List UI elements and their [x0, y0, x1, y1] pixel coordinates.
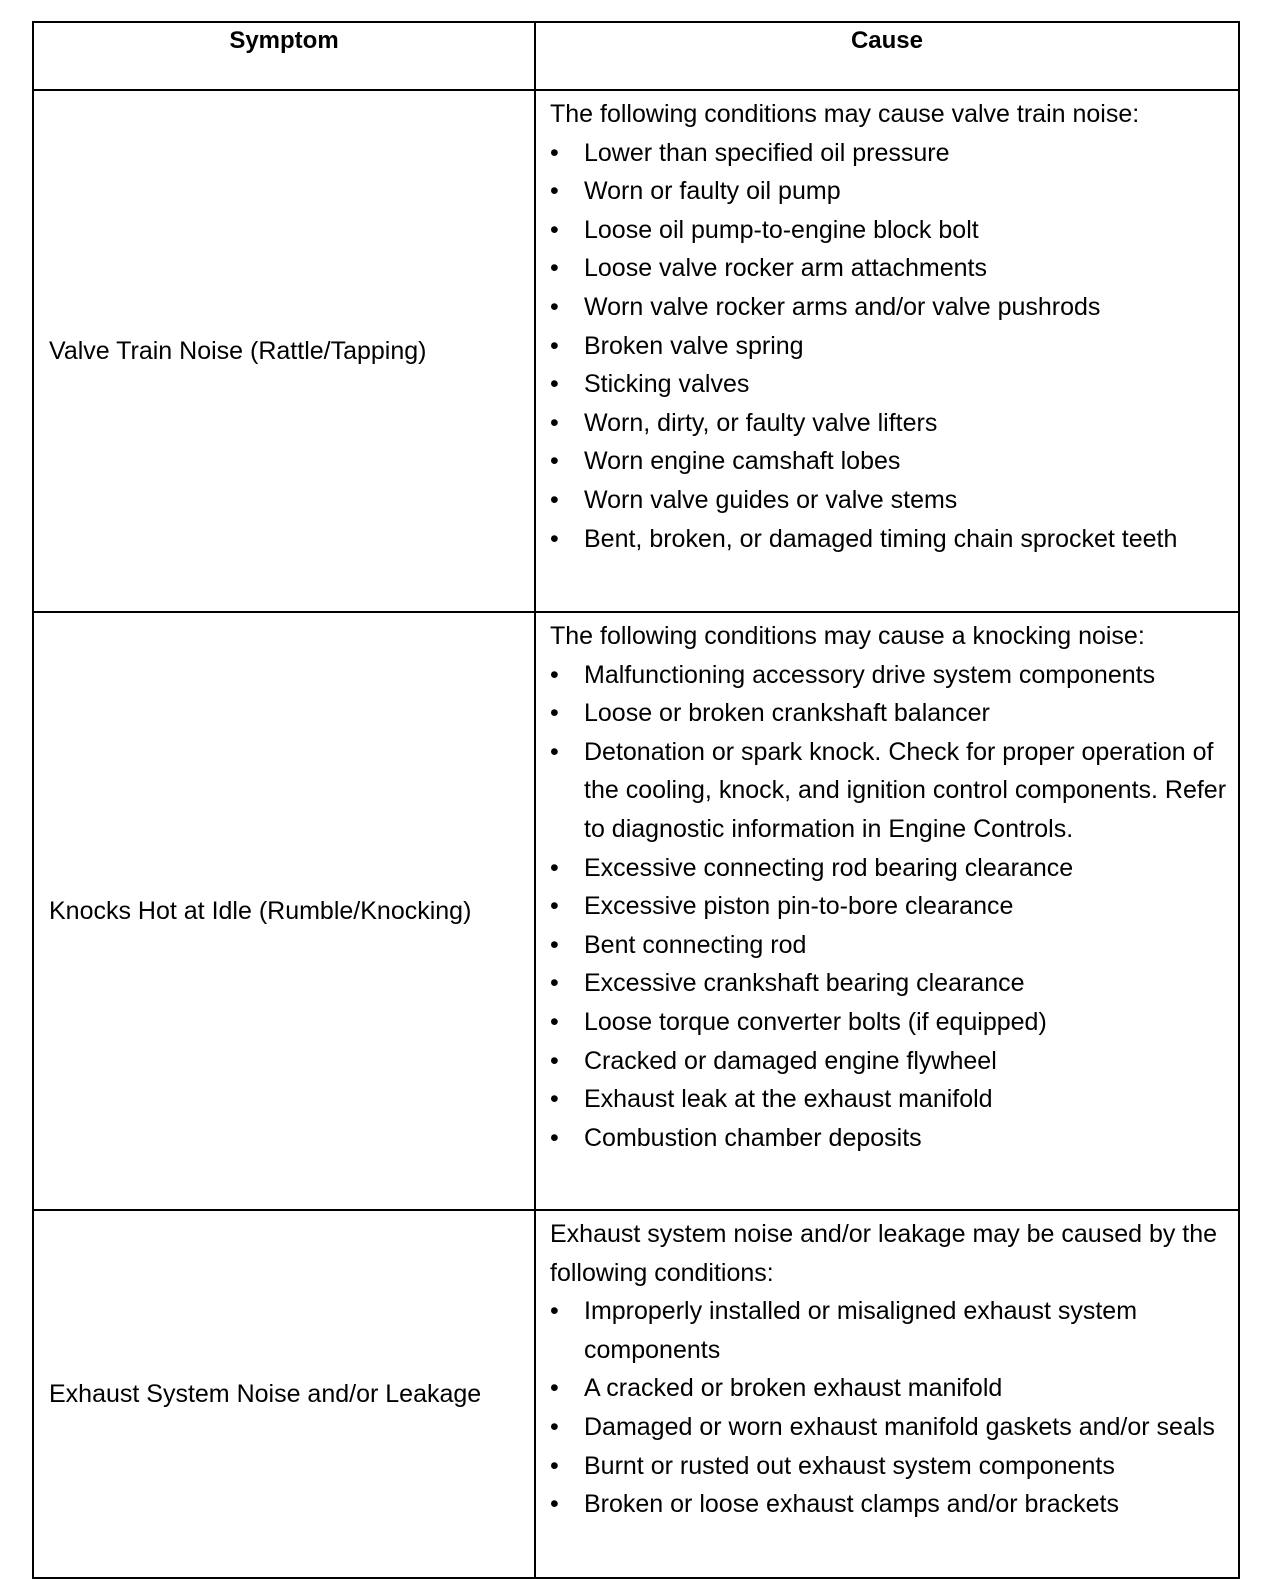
cause-cell	[535, 1210, 1239, 1578]
cause-cell	[535, 612, 1239, 1210]
cause-item-text: Loose oil pump-to-engine block bolt	[584, 215, 979, 244]
cause-item	[550, 926, 1228, 965]
bullet-icon: •	[550, 930, 559, 959]
cause-item	[550, 365, 1228, 404]
cause-item-text: Exhaust leak at the exhaust manifold	[584, 1085, 993, 1114]
cause-item	[550, 849, 1228, 888]
bullet-icon: •	[550, 699, 559, 728]
bullet-icon: •	[550, 215, 559, 244]
cause-item	[550, 1447, 1228, 1486]
cause-item-text: Loose valve rocker arm attachments	[584, 254, 987, 283]
cause-list	[550, 656, 1228, 1158]
cause-item	[550, 1080, 1228, 1119]
cause-item	[550, 404, 1228, 443]
cause-intro: The following conditions may cause a knocking noise:	[550, 622, 1145, 650]
cause-item-text: Loose torque converter bolts (if equipped)	[584, 1007, 1047, 1036]
bullet-icon: •	[550, 370, 559, 399]
cause-item	[550, 1042, 1228, 1081]
cause-list	[550, 134, 1228, 559]
bullet-icon: •	[550, 660, 559, 689]
cause-item-text: Excessive connecting rod bearing clearance	[584, 853, 1074, 882]
cause-item-text: Worn engine camshaft lobes	[584, 447, 901, 476]
header-row	[33, 22, 1239, 90]
symptom-cell: Exhaust System Noise and/or Leakage	[33, 1210, 535, 1578]
cause-item-text: A cracked or broken exhaust manifold	[584, 1374, 1003, 1403]
cause-item	[550, 442, 1228, 481]
cause-item	[550, 656, 1228, 695]
cause-item-text: Worn valve rocker arms and/or valve pushrods	[584, 292, 1101, 321]
bullet-icon: •	[550, 485, 559, 514]
cause-item	[550, 134, 1228, 173]
cause-item-text: Excessive crankshaft bearing clearance	[584, 969, 1025, 998]
bullet-icon: •	[550, 408, 559, 437]
table-header	[33, 22, 1239, 90]
cause-item-text: Broken valve spring	[584, 331, 804, 360]
cause-intro: Exhaust system noise and/or leakage may be caused by the following conditions:	[550, 1220, 1218, 1287]
bullet-icon: •	[550, 892, 559, 921]
table-row	[33, 1210, 1239, 1578]
symptom-header: Symptom	[33, 22, 535, 90]
cause-intro: The following conditions may cause valve train noise:	[550, 100, 1140, 128]
bullet-icon: •	[550, 1297, 559, 1326]
diagnostic-table	[32, 21, 1240, 1579]
bullet-icon: •	[550, 254, 559, 283]
cause-item	[550, 1485, 1228, 1524]
cause-item	[550, 172, 1228, 211]
bullet-icon: •	[550, 737, 559, 766]
bullet-icon: •	[550, 853, 559, 882]
cause-item	[550, 481, 1228, 520]
cause-cell	[535, 90, 1239, 612]
cause-list	[550, 1292, 1228, 1524]
bullet-icon: •	[550, 1085, 559, 1114]
cause-item	[550, 1292, 1228, 1369]
cause-item-text: Improperly installed or misaligned exhaust system components	[584, 1297, 1138, 1364]
cause-item-text: Detonation or spark knock. Check for proper operation of the cooling, knock, and ignition control components. Refer to diagnostic information in Engine Controls.	[584, 737, 1227, 843]
cause-item-text: Damaged or worn exhaust manifold gaskets and/or seals	[584, 1412, 1215, 1441]
bullet-icon: •	[550, 447, 559, 476]
cause-item-text: Lower than specified oil pressure	[584, 138, 950, 167]
cause-item	[550, 887, 1228, 926]
cause-item	[550, 211, 1228, 250]
cause-item-text: Sticking valves	[584, 370, 750, 399]
cause-item-text: Worn or faulty oil pump	[584, 177, 841, 206]
bullet-icon: •	[550, 1123, 559, 1152]
cause-item	[550, 964, 1228, 1003]
bullet-icon: •	[550, 1412, 559, 1441]
bullet-icon: •	[550, 138, 559, 167]
cause-item-text: Loose or broken crankshaft balancer	[584, 699, 990, 728]
table-body	[33, 90, 1239, 1578]
cause-item	[550, 249, 1228, 288]
cause-item-text: Combustion chamber deposits	[584, 1123, 922, 1152]
cause-item	[550, 288, 1228, 327]
cause-item	[550, 1369, 1228, 1408]
cause-item-text: Broken or loose exhaust clamps and/or brackets	[584, 1490, 1119, 1519]
bullet-icon: •	[550, 524, 559, 553]
cause-item	[550, 733, 1228, 849]
bullet-icon: •	[550, 1046, 559, 1075]
cause-item	[550, 327, 1228, 366]
cause-item	[550, 1119, 1228, 1158]
cause-item	[550, 1003, 1228, 1042]
bullet-icon: •	[550, 292, 559, 321]
cause-item	[550, 1408, 1228, 1447]
cause-item-text: Cracked or damaged engine flywheel	[584, 1046, 997, 1075]
cause-item-text: Bent connecting rod	[584, 930, 807, 959]
bullet-icon: •	[550, 1007, 559, 1036]
symptom-cell: Valve Train Noise (Rattle/Tapping)	[33, 90, 535, 612]
cause-item-text: Malfunctioning accessory drive system components	[584, 660, 1156, 689]
cause-item-text: Burnt or rusted out exhaust system components	[584, 1451, 1115, 1480]
cause-item-text: Bent, broken, or damaged timing chain sprocket teeth	[584, 524, 1178, 553]
cause-item-text: Excessive piston pin-to-bore clearance	[584, 892, 1014, 921]
cause-item	[550, 694, 1228, 733]
bullet-icon: •	[550, 1490, 559, 1519]
bullet-icon: •	[550, 1374, 559, 1403]
table-row	[33, 612, 1239, 1210]
bullet-icon: •	[550, 331, 559, 360]
table-row	[33, 90, 1239, 612]
cause-item	[550, 520, 1228, 559]
bullet-icon: •	[550, 177, 559, 206]
cause-header: Cause	[535, 22, 1239, 90]
cause-item-text: Worn, dirty, or faulty valve lifters	[584, 408, 938, 437]
bullet-icon: •	[550, 969, 559, 998]
cause-item-text: Worn valve guides or valve stems	[584, 485, 958, 514]
symptom-cell: Knocks Hot at Idle (Rumble/Knocking)	[33, 612, 535, 1210]
bullet-icon: •	[550, 1451, 559, 1480]
